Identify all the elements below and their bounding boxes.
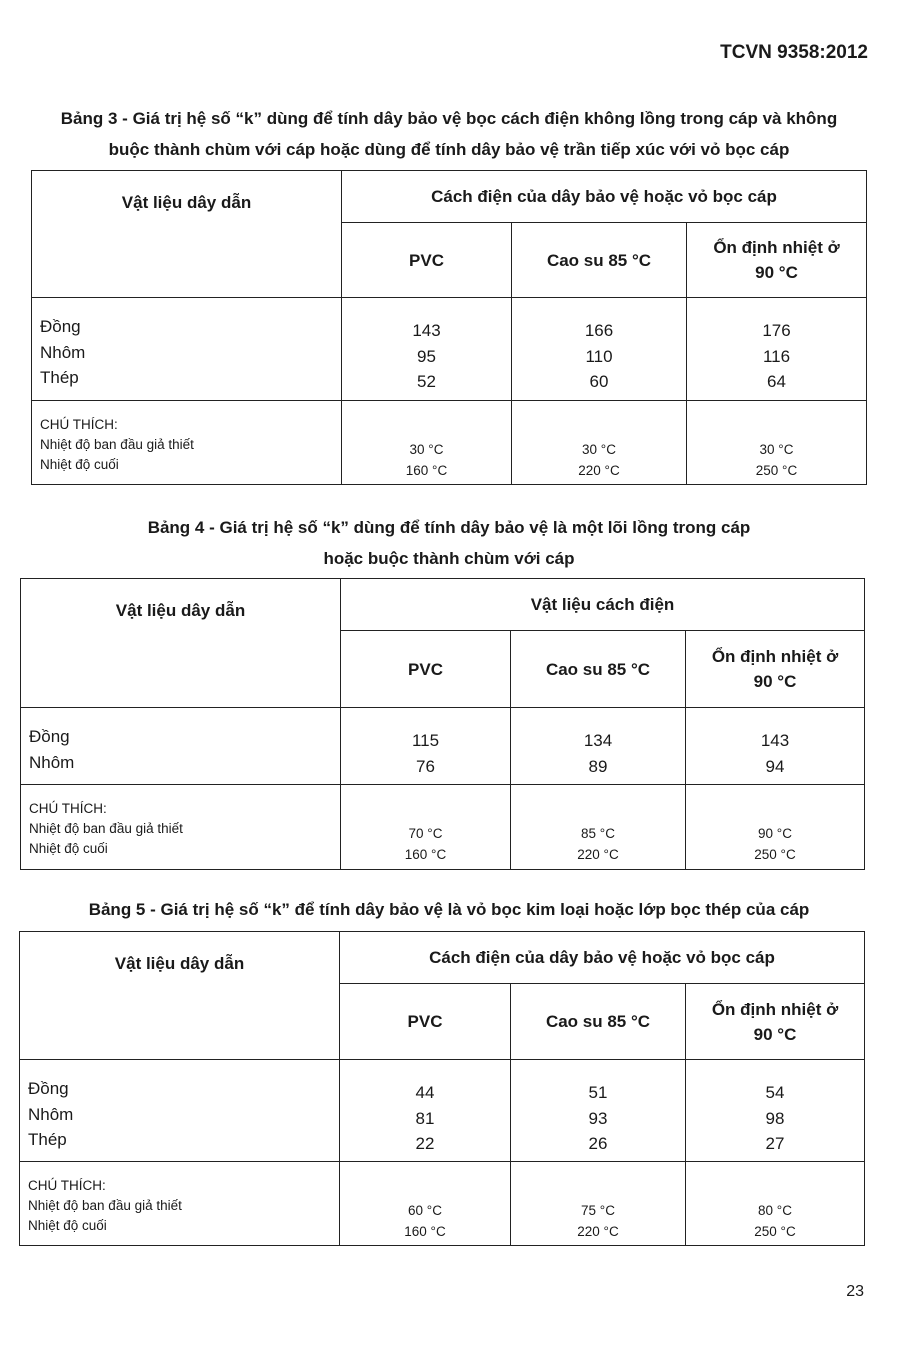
note-cell: CHÚ THÍCH: Nhiệt độ ban đầu giả thiết Nhiệt độ cuối xyxy=(32,400,342,484)
note-title: CHÚ THÍCH: xyxy=(29,801,107,816)
temperature-heat-stable: 30 °C 250 °C xyxy=(687,400,867,484)
k-values-pvc: 143 95 52 xyxy=(342,298,512,400)
caption-line: buộc thành chùm với cáp hoặc dùng để tính dây bảo vệ trần tiếp xúc với vỏ bọc cáp xyxy=(108,140,790,159)
column-header-rubber: Cao su 85 °C xyxy=(512,223,687,298)
table-5 xyxy=(19,931,865,1246)
note-cell: CHÚ THÍCH: Nhiệt độ ban đầu giả thiết Nhiệt độ cuối xyxy=(21,785,341,870)
temperature-heat-stable: 80 °C 250 °C xyxy=(686,1162,865,1246)
k-values-rubber: 51 93 26 xyxy=(511,1060,686,1162)
caption-line: Bảng 4 - Giá trị hệ số “k” dùng để tính dây bảo vệ là một lõi lồng trong cáp xyxy=(147,518,751,537)
note-cell: CHÚ THÍCH: Nhiệt độ ban đầu giả thiết Nhiệt độ cuối xyxy=(20,1162,340,1246)
insulation-group-header: Cách điện của dây bảo vệ hoặc vỏ bọc cáp xyxy=(340,932,865,984)
k-values-pvc: 115 76 xyxy=(341,708,511,785)
k-values-rubber: 134 89 xyxy=(511,708,686,785)
temperature-rubber: 75 °C 220 °C xyxy=(511,1162,686,1246)
temperature-pvc: 60 °C 160 °C xyxy=(340,1162,511,1246)
column-header-heat-stable: Ổn định nhiệt ở 90 °C xyxy=(686,984,865,1060)
temperature-pvc: 70 °C 160 °C xyxy=(341,785,511,870)
k-values-heat-stable: 143 94 xyxy=(686,708,865,785)
caption-line: hoặc buộc thành chùm với cáp xyxy=(323,549,575,568)
material-header: Vật liệu dây dẫn xyxy=(21,579,341,708)
column-header-heat-stable: Ổn định nhiệt ở 90 °C xyxy=(687,223,867,298)
table-4 xyxy=(20,578,865,870)
material-header: Vật liệu dây dẫn xyxy=(20,932,340,1060)
insulation-group-header: Cách điện của dây bảo vệ hoặc vỏ bọc cáp xyxy=(342,171,867,223)
table-3 xyxy=(31,170,867,485)
caption-line: Bảng 3 - Giá trị hệ số “k” dùng để tính dây bảo vệ bọc cách điện không lồng trong cáp và không xyxy=(60,109,838,128)
material-header: Vật liệu dây dẫn xyxy=(32,171,342,298)
note-title: CHÚ THÍCH: xyxy=(40,416,118,432)
temperature-rubber: 85 °C 220 °C xyxy=(511,785,686,870)
temperature-pvc: 30 °C 160 °C xyxy=(342,400,512,484)
table-4-caption xyxy=(0,512,898,574)
column-header-pvc: PVC xyxy=(342,223,512,298)
material-list: Đồng Nhôm Thép xyxy=(20,1060,340,1162)
note-title: CHÚ THÍCH: xyxy=(28,1178,106,1193)
table-3-caption xyxy=(0,103,898,165)
table-5-caption xyxy=(0,894,898,925)
column-header-heat-stable: Ổn định nhiệt ở 90 °C xyxy=(686,631,865,708)
material-list: Đồng Nhôm Thép xyxy=(32,298,342,400)
k-values-pvc: 44 81 22 xyxy=(340,1060,511,1162)
caption-line: Bảng 5 - Giá trị hệ số “k” để tính dây bảo vệ là vỏ bọc kim loại hoặc lớp bọc thép của cáp xyxy=(88,900,810,919)
k-values-heat-stable: 54 98 27 xyxy=(686,1060,865,1162)
column-header-pvc: PVC xyxy=(341,631,511,708)
document-code: TCVN 9358:2012 xyxy=(720,42,868,63)
column-header-rubber: Cao su 85 °C xyxy=(511,631,686,708)
insulation-group-header: Vật liệu cách điện xyxy=(341,579,865,631)
temperature-heat-stable: 90 °C 250 °C xyxy=(686,785,865,870)
column-header-pvc: PVC xyxy=(340,984,511,1060)
column-header-rubber: Cao su 85 °C xyxy=(511,984,686,1060)
temperature-rubber: 30 °C 220 °C xyxy=(512,400,687,484)
k-values-heat-stable: 176 116 64 xyxy=(687,298,867,400)
material-list: Đồng Nhôm xyxy=(21,708,341,785)
k-values-rubber: 166 110 60 xyxy=(512,298,687,400)
page-number: 23 xyxy=(846,1283,864,1300)
